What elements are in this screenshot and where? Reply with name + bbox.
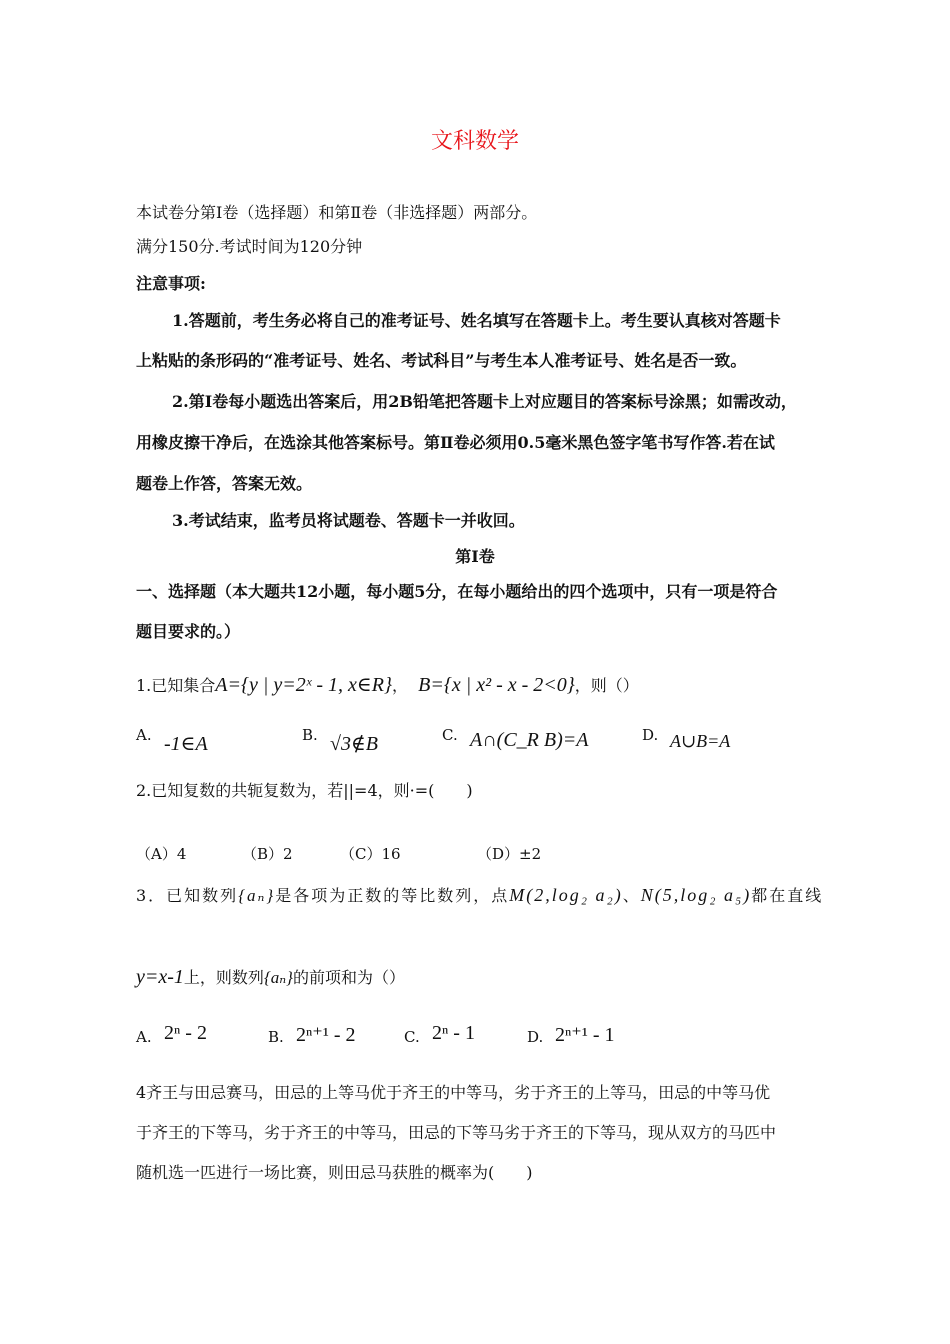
part-label: 第Ⅰ卷 [455,547,495,566]
q3-middle: 是各项为正数的等比数列，点 [275,886,510,905]
q2-option-b: （B）2 [242,845,293,863]
q3-comma: 、 [622,886,641,905]
section-heading-a: 一、选择题（本大题共12小题，每小题5分，在每小题给出的四个选项中，只有一项是符合 [136,582,778,601]
q1-option-c-math: A∩(C_R B)=A [470,729,589,751]
q3-point-n: N(5,log₂ a₅) [640,885,752,905]
q1-set-a: A={y | y=2ˣ - 1, x∈R} [215,674,392,696]
q3-option-a-math: 2ⁿ - 2 [164,1022,207,1044]
q1-option-b-label: B. [302,726,318,744]
q3-option-b-label: B. [268,1028,284,1046]
q3-stem-line-2 [136,966,405,989]
q2-option-d: （D）±2 [477,845,542,863]
q3-line2-sequence: {aₙ} [263,968,293,987]
q3-option-d-label: D. [527,1028,544,1046]
intro-line-1: 本试卷分第Ⅰ卷（选择题）和第Ⅱ卷（非选择题）两部分。 [136,203,538,222]
q1-option-a-math: -1∈A [164,733,208,755]
document-title: 文科数学 [430,129,519,154]
q2-option-a: （A）4 [136,845,187,863]
q3-option-c-math: 2ⁿ - 1 [432,1022,475,1044]
q3-option-d-math: 2ⁿ⁺¹ - 1 [555,1024,615,1046]
q1-option-b-math: √3∉B [330,733,378,755]
intro-line-2: 满分150分.考试时间为120分钟 [136,237,363,256]
q1-option-d-math: A∪B=A [670,731,731,751]
q4-line-2: 于齐王的下等马，劣于齐王的中等马，田忌的下等马劣于齐王的下等马，现从双方的马匹中 [136,1123,777,1142]
q1-prefix: 1.已知集合 [136,676,216,695]
q3-suffix: 都在直线 [751,886,824,905]
notice-item-2a: 2.第Ⅰ卷每小题选出答案后，用2B铅笔把答题卡上对应题目的答案标号涂黑；如需改动， [172,392,797,411]
q3-line2-text-a: 上，则数列 [183,968,264,987]
notice-item-1b: 上粘贴的条形码的“准考证号、姓名、考试科目”与考生本人准考证号、姓名是否一致。 [136,351,747,370]
notice-item-1a: 1.答题前，考生务必将自己的准考证号、姓名填写在答题卡上。考生要认真核对答题卡 [172,311,781,330]
section-heading-b: 题目要求的。） [136,622,241,641]
q3-line2-text-b: 的前项和为（） [292,968,405,987]
q2-option-c: （C）16 [340,845,401,863]
q3-stem-line-1 [136,884,823,907]
q3-option-a-label: A. [136,1028,152,1046]
q1-option-c-label: C. [442,726,458,744]
q3-line-equation: y=x-1 [136,966,184,988]
q1-option-d-label: D. [642,726,659,744]
notice-heading: 注意事项: [136,274,206,293]
q1-sep: ， [391,676,408,695]
q1-suffix: ，则（） [574,676,639,695]
q1-set-b: B={x | x² - x - 2<0} [418,674,575,696]
q4-line-3: 随机选一匹进行一场比赛，则田忌马获胜的概率为( ) [136,1163,533,1182]
notice-item-3: 3.考试结束，监考员将试题卷、答题卡一并收回。 [172,511,525,530]
q2-stem: 2.已知复数的共轭复数为，若||=4，则·=( ) [136,781,473,800]
q1-stem [136,674,639,697]
q3-point-m: M(2,log₂ a₂) [509,885,623,905]
q4-line-1: 4齐王与田忌赛马，田忌的上等马优于齐王的中等马，劣于齐王的上等马，田忌的中等马优 [136,1083,771,1102]
q3-prefix: 3．已知数列 [136,886,239,905]
notice-item-2b: 用橡皮擦干净后，在选涂其他答案标号。第Ⅱ卷必须用0.5毫米黑色签字笔书写作答.若在试 [136,433,775,452]
q1-option-a-label: A. [136,726,152,744]
q3-option-c-label: C. [404,1028,420,1046]
notice-item-2c: 题卷上作答，答案无效。 [136,474,313,493]
q3-option-b-math: 2ⁿ⁺¹ - 2 [296,1024,356,1046]
q3-sequence: {aₙ} [238,886,276,905]
